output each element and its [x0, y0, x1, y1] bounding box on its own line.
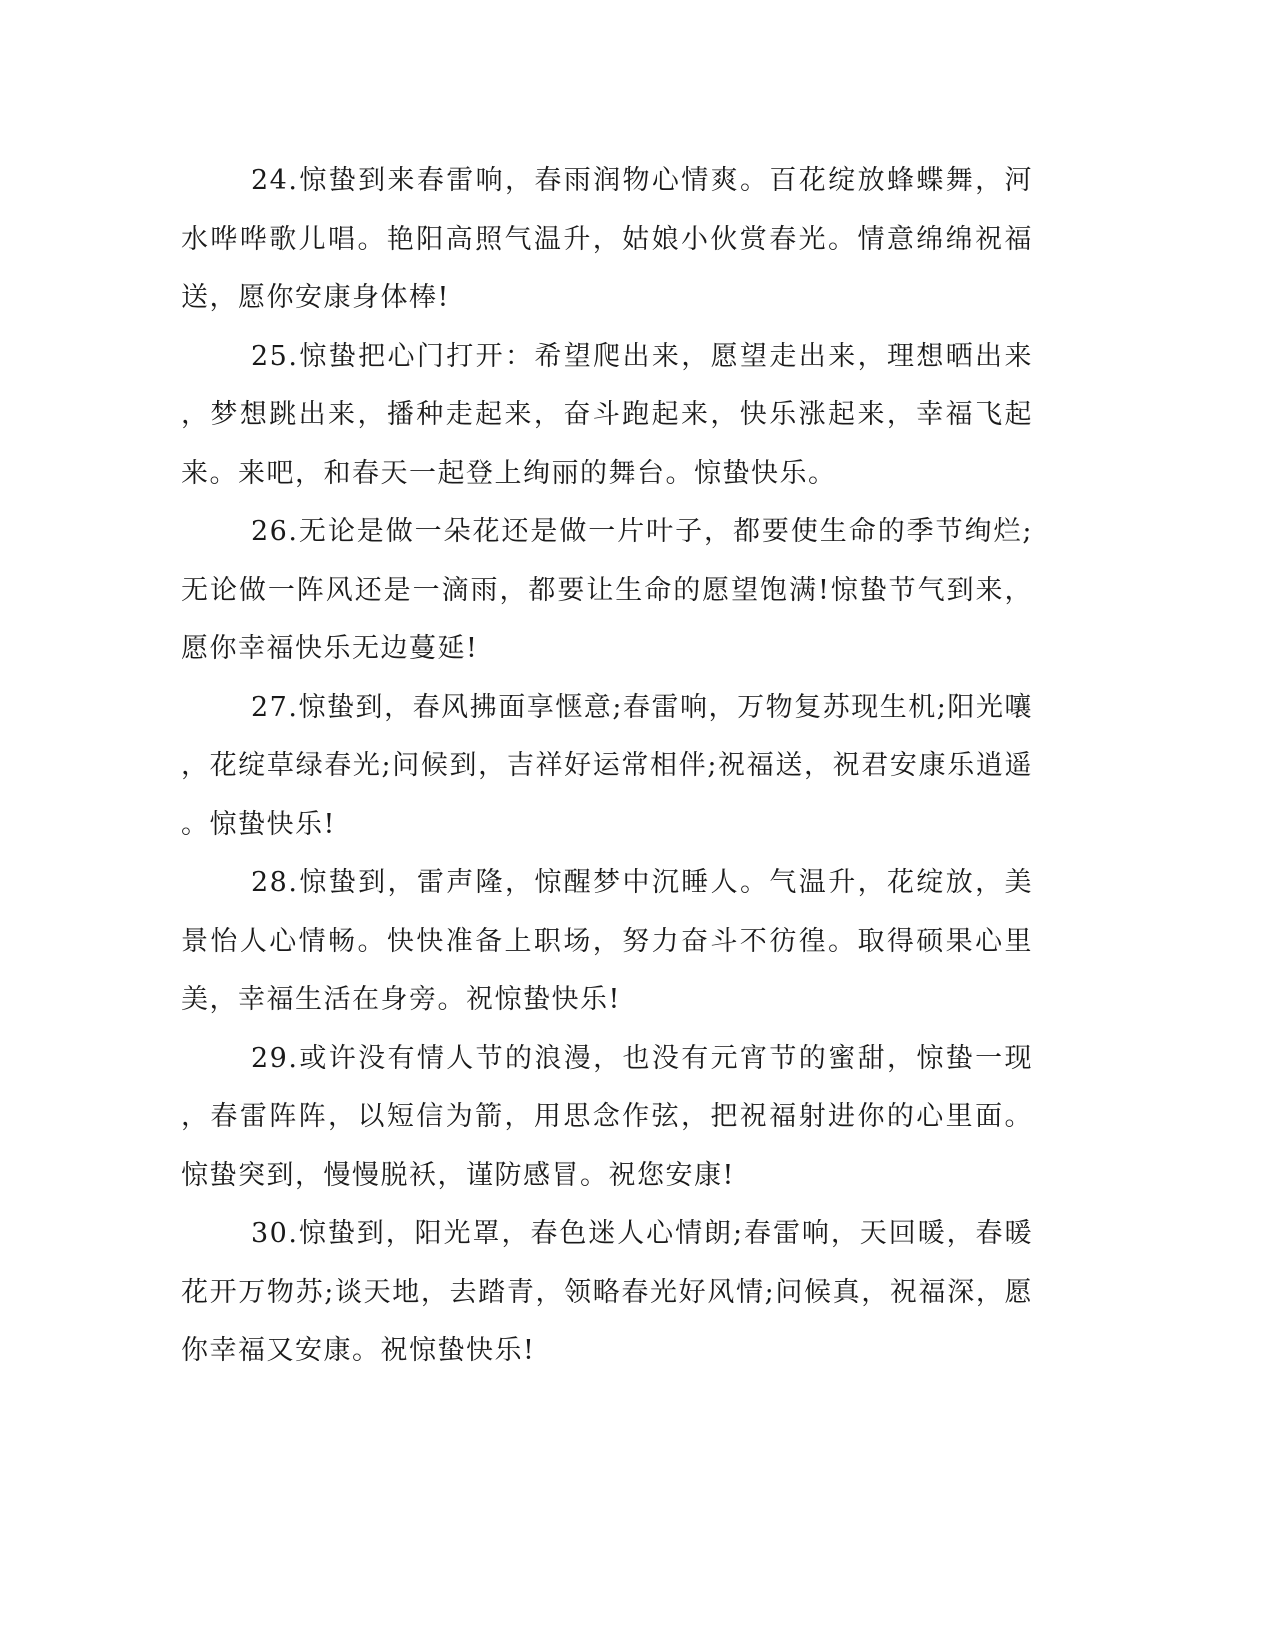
- paragraph-27: 27.惊蛰到，春风拂面享惬意;春雷响，万物复苏现生机;阳光嚷，花绽草绿春光;问候到，吉祥好运常相伴;祝福送，祝君安康乐逍遥。惊蛰快乐!: [181, 691, 1033, 840]
- paragraph-25: 25.惊蛰把心门打开：希望爬出来，愿望走出来，理想晒出来，梦想跳出来，播种走起来，奋斗跑起来，快乐涨起来，幸福飞起来。来吧，和春天一起登上绚丽的舞台。惊蛰快乐。: [181, 340, 1033, 489]
- paragraph-30: 30.惊蛰到，阳光罩，春色迷人心情朗;春雷响，天回暖，春暖花开万物苏;谈天地，去踏青，领略春光好风情;问候真，祝福深，愿你幸福又安康。祝惊蛰快乐!: [181, 1218, 1033, 1366]
- document-page: [181, 152, 1033, 1381]
- paragraph-28: 28.惊蛰到，雷声隆，惊醒梦中沉睡人。气温升，花绽放，美景怡人心情畅。快快准备上职场，努力奋斗不彷徨。取得硕果心里美，幸福生活在身旁。祝惊蛰快乐!: [181, 867, 1033, 1015]
- paragraph-29: 29.或许没有情人节的浪漫，也没有元宵节的蜜甜，惊蛰一现，春雷阵阵，以短信为箭，用思念作弦，把祝福射进你的心里面。惊蛰突到，慢慢脱袄，谨防感冒。祝您安康!: [181, 1042, 1033, 1191]
- paragraph-26: 26.无论是做一朵花还是做一片叶子，都要使生命的季节绚烂;无论做一阵风还是一滴雨，都要让生命的愿望饱满!惊蛰节气到来，愿你幸福快乐无边蔓延!: [181, 516, 1033, 664]
- paragraph-24: 24.惊蛰到来春雷响，春雨润物心情爽。百花绽放蜂蝶舞，河水哗哗歌儿唱。艳阳高照气温升，姑娘小伙赏春光。情意绵绵祝福送，愿你安康身体棒!: [181, 165, 1033, 313]
